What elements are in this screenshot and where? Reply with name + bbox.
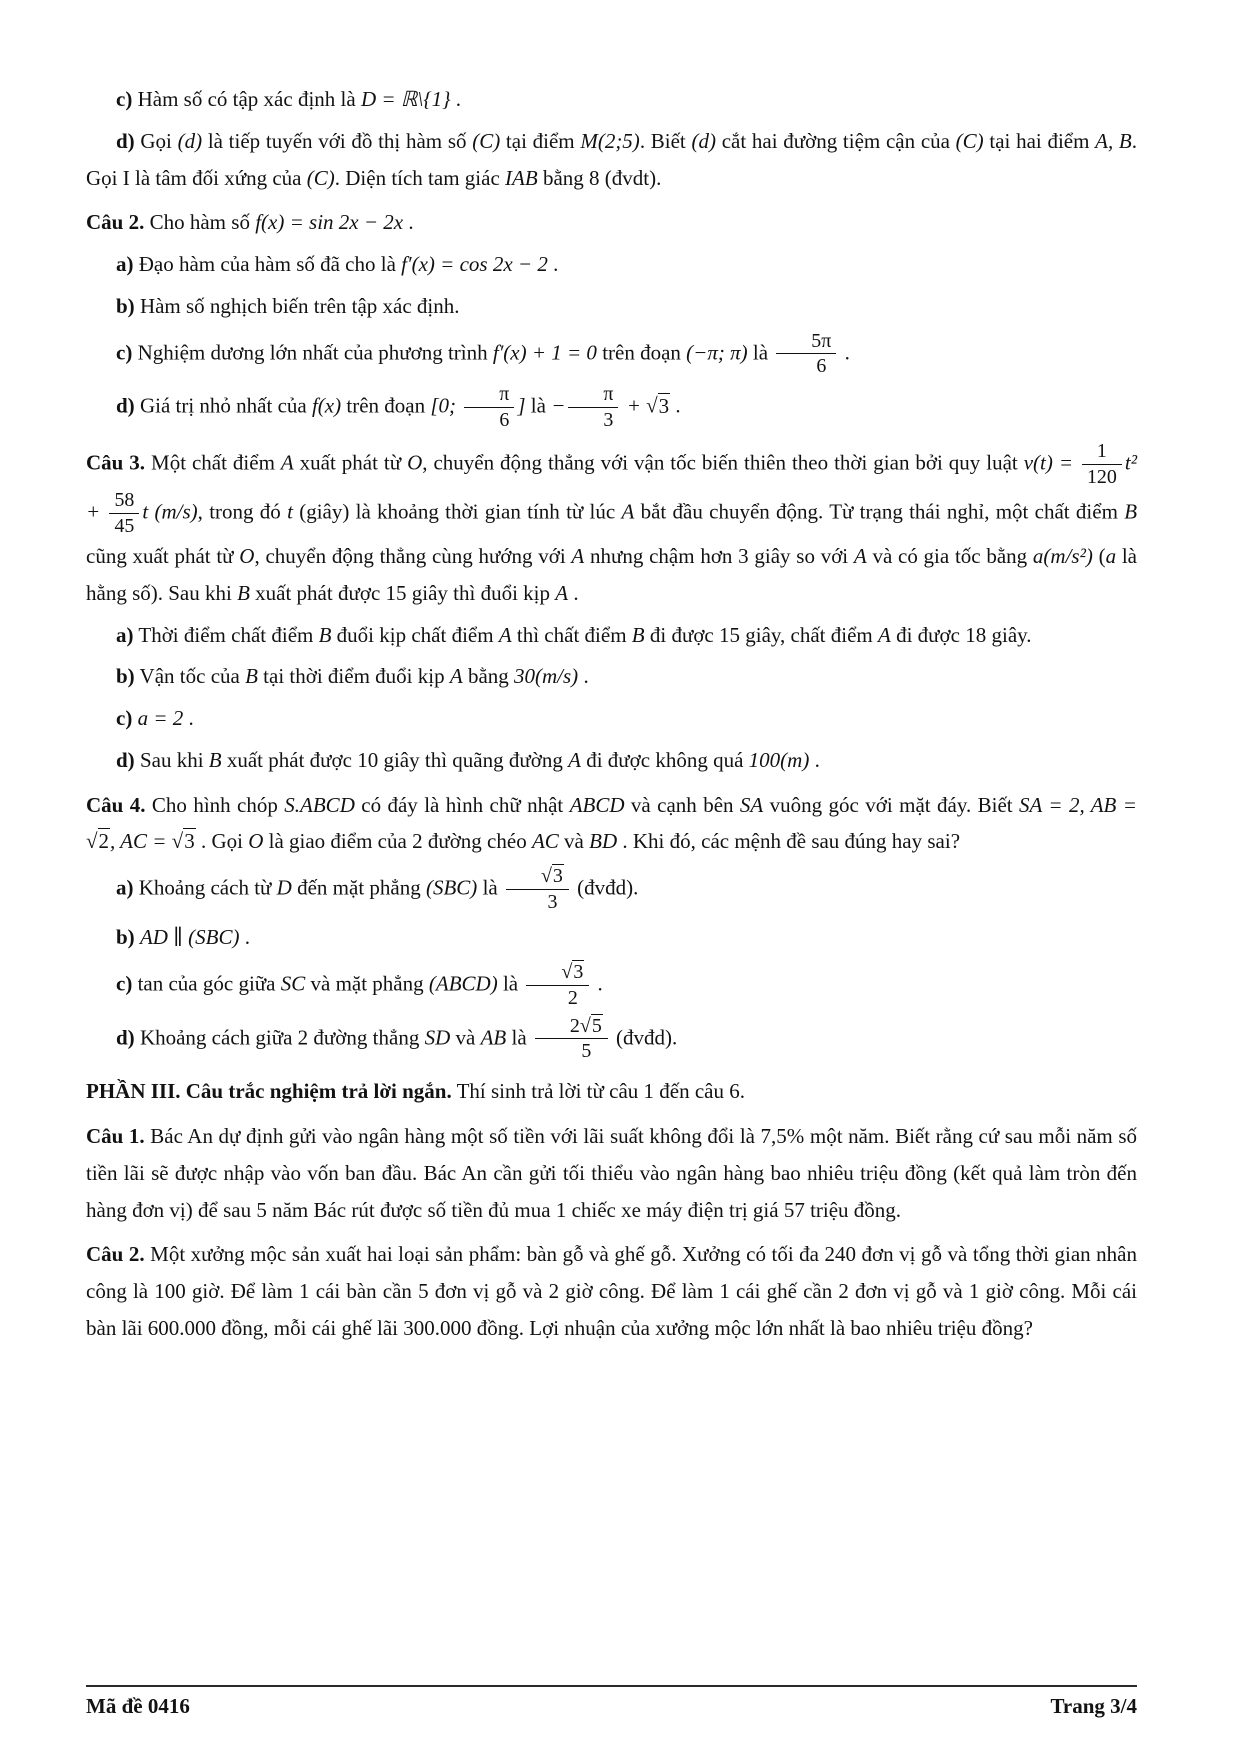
text-run: là — [497, 970, 524, 995]
math-expression: SD — [424, 1024, 451, 1049]
math-expression: A — [571, 544, 585, 568]
bold-label: a) — [116, 252, 134, 276]
bold-label: b) — [116, 664, 135, 689]
math-expression: A — [853, 544, 867, 568]
text-run: là — [525, 393, 552, 418]
text-run: tan của góc giữa — [132, 970, 281, 995]
text-run: bằng 8 (đvdt). — [537, 165, 662, 190]
text-run: bắt đầu chuyển động. Từ trạng thái nghỉ, một chất điểm — [634, 499, 1125, 524]
fraction-numerator: 5π — [776, 330, 836, 355]
statement-2c — [86, 330, 1137, 379]
math-expression: B — [1124, 499, 1138, 524]
math-expression: a — [1105, 544, 1117, 568]
fraction — [568, 383, 618, 432]
bold-label: b) — [116, 293, 135, 318]
text-run: cũng xuất phát từ — [86, 544, 240, 568]
math-expression: (C) — [472, 128, 501, 153]
math-expression: + — [86, 499, 107, 524]
bold-label: c) — [116, 706, 133, 730]
text-run: Một chất điểm — [145, 450, 281, 475]
math-expression: A — [568, 747, 581, 772]
math-expression: M(2;5) — [580, 128, 640, 153]
math-expression: f(x) — [311, 393, 342, 418]
text-run: và có gia tốc bằng — [866, 544, 1033, 568]
math-expression: A — [498, 622, 512, 647]
math-expression: B — [631, 622, 645, 647]
fraction-denominator: 2 — [567, 986, 578, 1009]
text-run: vuông góc với mặt đáy. Biết — [763, 792, 1020, 817]
text-run: cắt hai đường tiệm cận của — [715, 128, 956, 153]
text-run: bằng — [462, 664, 515, 689]
bold-label: d) — [116, 1024, 135, 1049]
math-expression: (SBC) — [425, 875, 478, 900]
text-run: xuất phát được 10 giây thì quãng đường — [221, 747, 569, 772]
fraction-denominator: 120 — [1086, 466, 1117, 489]
math-expression: SC — [280, 970, 306, 995]
math-expression: A — [280, 450, 294, 475]
text-run: Một xưởng mộc sản xuất hai loại sản phẩm: bàn gỗ và ghế gỗ. Xưởng có tối đa 240 đơn vị gỗ và tổng thời gian nhân công là 100 giờ. Để làm 1 cái bàn cần 5 đơn vị gỗ và 2 giờ công. Để làm 1 cái ghế cần 2 đơn vị gỗ và 1 giờ công. Mỗi cái bàn lãi 600.000 đồng, mỗi cái ghế lãi 300.000 đồng. Lợi nhuận của xưởng mộc lớn nhất là bao nhiêu triệu đồng? — [86, 1242, 1137, 1340]
page-footer — [86, 1685, 1137, 1719]
math-expression: 100(m) — [748, 747, 810, 772]
bold-label: b) — [116, 924, 135, 949]
sqrt-radical: √2 — [86, 829, 110, 854]
part3-question-2 — [86, 1236, 1137, 1346]
text-run: đến mặt phẳng — [291, 875, 426, 900]
math-expression: AD ∥ (SBC) — [139, 924, 240, 949]
math-expression: SA = 2, AB = √2, AC = √3 — [86, 792, 1137, 854]
text-run: . — [450, 87, 462, 111]
fraction — [109, 489, 139, 538]
text-run: . — [578, 664, 589, 689]
bold-label: Câu 4. — [86, 792, 146, 817]
page-number: Trang 3/4 — [1050, 1694, 1137, 1718]
math-expression: + √3 — [621, 393, 670, 418]
text-run: Giá trị nhỏ nhất của — [134, 393, 312, 418]
text-run: là — [747, 339, 774, 364]
fraction-numerator: π — [568, 383, 618, 408]
fraction-numerator: π — [464, 383, 514, 408]
text-run: thì chất điểm — [511, 622, 632, 647]
text-run: trên đoạn — [596, 339, 687, 364]
math-expression: B — [245, 664, 258, 689]
text-run: nhưng chậm hơn 3 giây so với — [584, 544, 854, 568]
text-run: là — [506, 1024, 532, 1049]
exam-code: Mã đề 0416 — [86, 1694, 190, 1718]
bold-label: c) — [116, 339, 133, 364]
math-expression: BD — [589, 829, 618, 854]
question-3 — [86, 440, 1137, 611]
text-run: , chuyển động thẳng cùng hướng với — [254, 544, 572, 568]
text-run: Sau khi — [134, 747, 209, 772]
fraction-denominator: 5 — [581, 1040, 592, 1063]
math-expression: D — [276, 875, 292, 900]
statement-2b — [86, 288, 1137, 325]
bold-label: PHẦN III. Câu trắc nghiệm trả lời ngắn. — [86, 1079, 452, 1104]
text-run: Nghiệm dương lớn nhất của phương trình — [132, 339, 493, 364]
text-run: . Gọi I là tâm đối xứng của — [86, 128, 1138, 190]
text-run: . — [403, 210, 414, 235]
math-expression: a(m/s²) — [1032, 544, 1093, 568]
text-run: Thời điểm chất điểm — [133, 622, 319, 647]
math-expression: SA — [739, 792, 764, 817]
math-expression: B — [237, 580, 250, 605]
text-run: tại thời điểm đuổi kịp — [257, 664, 450, 689]
math-expression: A — [449, 664, 463, 689]
math-expression: t (m/s) — [142, 499, 198, 524]
math-expression: IAB — [505, 165, 538, 190]
sqrt-radical: √3 — [646, 393, 670, 418]
math-expression: B — [208, 747, 222, 772]
text-run: Bác An dự định gửi vào ngân hàng một số tiền với lãi suất không đổi là 7,5% một năm. Biết rằng cứ sau mỗi năm số tiền lãi sẽ được nhập vào vốn ban đầu. Bác An cần gửi tối thiểu vào ngân hàng bao nhiêu triệu đồng (kết quả làm tròn đến hàng đơn vị) để sau 5 năm Bác rút được số tiền đủ mua 1 chiếc xe máy điện trị giá 57 triệu đồng. — [86, 1124, 1137, 1222]
statement-2d — [86, 383, 1137, 432]
text-run: (đvđd). — [571, 875, 639, 900]
text-run: (đvđd). — [610, 1024, 678, 1049]
text-run: tại điểm — [500, 128, 581, 153]
bold-label: Câu 2. — [86, 210, 145, 235]
math-expression: S.ABCD — [284, 792, 355, 817]
math-expression: ABCD — [569, 792, 625, 817]
bold-label: d) — [116, 747, 135, 772]
question-2 — [86, 204, 1137, 241]
math-expression: AC — [531, 829, 559, 854]
text-run: Vận tốc của — [134, 664, 246, 689]
text-run: và mặt phẳng — [305, 970, 429, 995]
bold-label: Câu 3. — [86, 450, 146, 475]
math-expression: (C) — [306, 165, 335, 190]
fraction-denominator: 6 — [816, 355, 827, 378]
statement-3b — [86, 658, 1137, 695]
math-expression: ] — [517, 393, 526, 418]
text-run: ( — [1092, 544, 1106, 568]
text-run: . Biết — [639, 128, 692, 153]
fraction — [526, 961, 589, 1010]
text-run: Gọi — [134, 128, 178, 153]
statement-2a — [86, 246, 1137, 283]
text-run: . — [592, 970, 603, 995]
statement-4a — [86, 865, 1137, 914]
bold-label: d) — [116, 393, 135, 418]
statement-3d — [86, 742, 1137, 779]
math-expression: (d) — [177, 128, 203, 153]
statement-1c — [86, 81, 1137, 118]
text-run: . — [809, 747, 820, 772]
math-expression: f′(x) + 1 = 0 — [492, 339, 597, 364]
sqrt-radical: √5 — [579, 1014, 602, 1037]
question-4 — [86, 787, 1137, 861]
statement-3c — [86, 700, 1137, 737]
math-expression: (d) — [691, 128, 716, 153]
bold-label: c) — [116, 87, 133, 111]
text-run: . Gọi — [195, 829, 249, 854]
text-run: . Khi đó, các mệnh đề sau đúng hay sai? — [617, 829, 961, 854]
text-run: . — [568, 580, 579, 605]
text-run: (giây) là khoảng thời gian tính từ lúc — [292, 499, 622, 524]
math-expression: a = 2 — [137, 706, 184, 730]
fraction — [535, 1015, 608, 1064]
text-run: , chuyển động thẳng với vận tốc biến thiên theo thời gian bởi quy luật — [422, 450, 1024, 475]
text-run: có đáy là hình chữ nhật — [354, 792, 570, 817]
text-run: . — [547, 252, 559, 276]
bold-label: d) — [116, 128, 135, 153]
bold-label: c) — [116, 970, 133, 995]
math-expression: f′(x) = cos 2x − 2 — [401, 252, 548, 276]
math-expression: t² — [1124, 450, 1137, 475]
text-run: Hàm số có tập xác định là — [132, 87, 361, 111]
fraction-numerator: 1 — [1082, 440, 1122, 465]
text-run: và cạnh bên — [624, 792, 740, 817]
text-run: Cho hình chóp — [145, 792, 285, 817]
text-run: trên đoạn — [341, 393, 431, 418]
sqrt-radical: √3 — [540, 865, 563, 887]
text-run: xuất phát được 15 giây thì đuổi kịp — [249, 580, 556, 605]
math-expression: (−π; π) — [686, 339, 748, 364]
text-run: là giao điểm của 2 đường chéo — [263, 829, 532, 854]
math-expression: A — [621, 499, 635, 524]
text-run: Khoảng cách từ — [133, 875, 277, 900]
statement-4c — [86, 961, 1137, 1010]
bold-label: a) — [116, 875, 134, 900]
text-run: . — [239, 924, 250, 949]
part3-question-1 — [86, 1118, 1137, 1228]
fraction-numerator: 2√5 — [535, 1015, 608, 1040]
text-run: là — [477, 875, 503, 900]
text-run: đuổi kịp chất điểm — [331, 622, 499, 647]
text-run: . — [183, 706, 194, 730]
math-expression: B — [318, 622, 332, 647]
math-expression: O — [248, 829, 264, 854]
math-expression: [0; — [430, 393, 462, 418]
text-run: , trong đó — [197, 499, 288, 524]
fraction — [464, 383, 514, 432]
sqrt-radical: √3 — [171, 829, 195, 854]
text-run: tại hai điểm — [983, 128, 1096, 153]
fraction — [776, 330, 836, 379]
text-run: . — [839, 339, 850, 364]
statement-4d — [86, 1015, 1137, 1064]
document-content — [86, 76, 1137, 1352]
text-run: là hằng số). Sau khi — [86, 544, 1138, 605]
math-expression: v(t) = — [1023, 450, 1079, 475]
text-run: Đạo hàm của hàm số đã cho là — [133, 252, 402, 276]
part-3-heading — [86, 1073, 1137, 1110]
text-run: xuất phát từ — [293, 450, 408, 475]
text-run: đi được 15 giây, chất điểm — [644, 622, 879, 647]
fraction-numerator — [506, 865, 569, 890]
text-run: và — [558, 829, 590, 854]
text-run: . — [670, 393, 681, 418]
text-run: đi được 18 giây. — [890, 622, 1032, 647]
text-run: là tiếp tuyến với đồ thị hàm số — [202, 128, 473, 153]
text-run: . Diện tích tam giác — [334, 165, 506, 190]
math-expression: (C) — [955, 128, 984, 153]
text-run: Cho hàm số — [144, 210, 256, 235]
fraction-denominator: 3 — [603, 409, 614, 432]
math-expression: f(x) = sin 2x − 2x — [255, 210, 404, 235]
fraction — [1082, 440, 1122, 489]
math-expression: D = ℝ\{1} — [360, 87, 451, 111]
text-run: Thí sinh trả lời từ câu 1 đến câu 6. — [451, 1079, 746, 1104]
math-expression: AB — [480, 1024, 507, 1049]
bold-label: Câu 1. — [86, 1124, 145, 1149]
fraction — [506, 865, 569, 914]
math-expression: O — [239, 544, 255, 568]
bold-label: Câu 2. — [86, 1242, 145, 1267]
math-expression: (ABCD) — [428, 970, 498, 995]
math-expression: 30(m/s) — [514, 664, 579, 689]
text-run: Hàm số nghịch biến trên tập xác định. — [134, 293, 460, 318]
fraction-numerator: 58 — [109, 489, 139, 514]
math-expression: A — [555, 580, 569, 605]
text-run: Khoảng cách giữa 2 đường thẳng — [134, 1024, 425, 1049]
fraction-numerator — [526, 961, 589, 986]
math-expression: O — [407, 450, 423, 475]
fraction-denominator: 3 — [547, 890, 558, 913]
statement-4b — [86, 919, 1137, 956]
bold-label: a) — [116, 622, 134, 647]
statement-1d — [86, 123, 1137, 197]
fraction-denominator: 6 — [499, 409, 510, 432]
math-expression: t — [287, 499, 293, 524]
fraction-denominator: 45 — [114, 515, 135, 538]
text-run: đi được không quá — [580, 747, 749, 772]
math-expression: A — [878, 622, 891, 647]
sqrt-radical: √3 — [561, 960, 584, 983]
math-expression: − — [551, 393, 566, 418]
statement-3a — [86, 617, 1137, 654]
math-expression: A, B — [1095, 128, 1132, 153]
text-run: và — [450, 1024, 481, 1049]
